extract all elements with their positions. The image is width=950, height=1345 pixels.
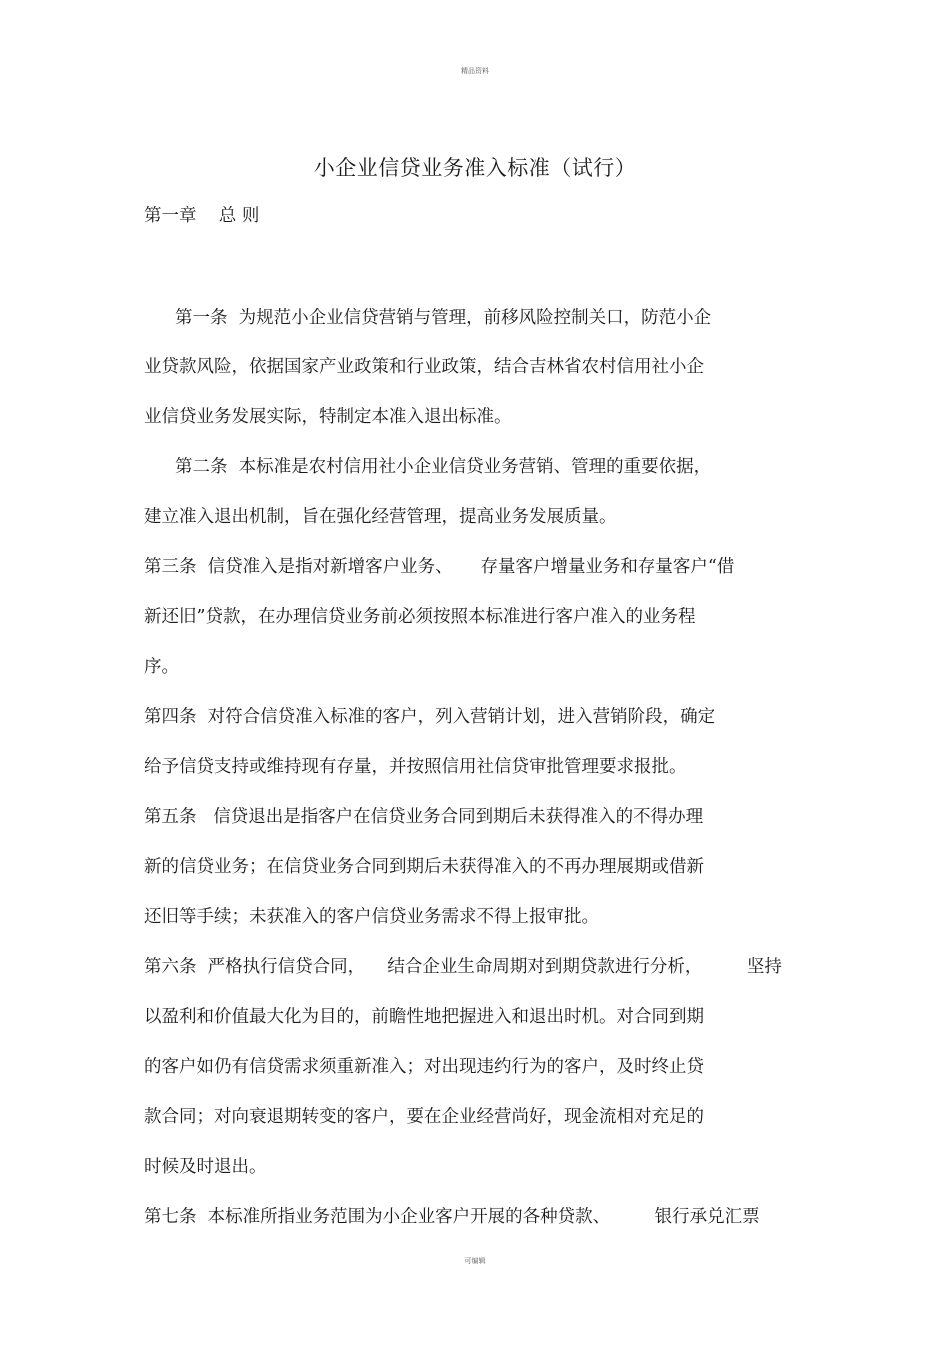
paragraph-line: 给予信贷支持或维持现有存量，并按照信用社信贷审批管理要求报批。	[144, 757, 687, 777]
header-watermark: 精品资料	[461, 67, 489, 75]
paragraph-line: 款合同；对向衰退期转变的客户，要在企业经营尚好，现金流相对充足的	[144, 1107, 704, 1127]
paragraph-line: 业贷款风险，依据国家产业政策和行业政策，结合吉林省农村信用社小企	[144, 357, 704, 377]
paragraph-line: 第一条 为规范小企业信贷营销与管理，前移风险控制关口，防范小企	[175, 308, 712, 328]
paragraph-line: 建立准入退出机制，旨在强化经营管理，提高业务发展质量。	[144, 507, 617, 527]
paragraph-line: 时候及时退出。	[144, 1157, 267, 1177]
paragraph-line: 第四条 对符合信贷准入标准的客户，列入营销计划，进入营销阶段，确定	[144, 707, 716, 727]
paragraph-line: 新还旧”贷款，在办理信贷业务前必须按照本标准进行客户准入的业务程	[144, 607, 696, 627]
paragraph-line: 的客户如仍有信贷需求须重新准入；对出现违约行为的客户，及时终止贷	[144, 1057, 704, 1077]
paragraph-line: 第二条 本标准是农村信用社小企业信贷业务营销、管理的重要依据，	[175, 457, 712, 477]
paragraph-line: 以盈利和价值最大化为目的，前瞻性地把握进入和退出时机。对合同到期	[144, 1007, 704, 1027]
paragraph-line: 第六条 严格执行信贷合同， 结合企业生命周期对到期贷款进行分析， 坚持	[144, 957, 782, 977]
paragraph-line: 新的信贷业务；在信贷业务合同到期后未获得准入的不再办理展期或借新	[144, 857, 704, 877]
paragraph-line: 第三条 信贷准入是指对新增客户业务、 存量客户增量业务和存量客户“借	[144, 557, 735, 577]
chapter-heading: 第一章 总 则	[144, 206, 260, 226]
paragraph-line: 还旧等手续；未获准入的客户信贷业务需求不得上报审批。	[144, 907, 599, 927]
paragraph-line: 第五条 信贷退出是指客户在信贷业务合同到期后未获得准入的不得办理	[144, 807, 704, 827]
paragraph-line: 序。	[144, 657, 179, 677]
footer-watermark: 可编辑	[464, 1257, 486, 1265]
paragraph-line: 第七条 本标准所指业务范围为小企业客户开展的各种贷款、 银行承兑汇票	[144, 1207, 760, 1227]
document-title: 小企业信贷业务准入标准（试行）	[313, 156, 637, 180]
paragraph-line: 业信贷业务发展实际，特制定本准入退出标准。	[144, 407, 512, 427]
